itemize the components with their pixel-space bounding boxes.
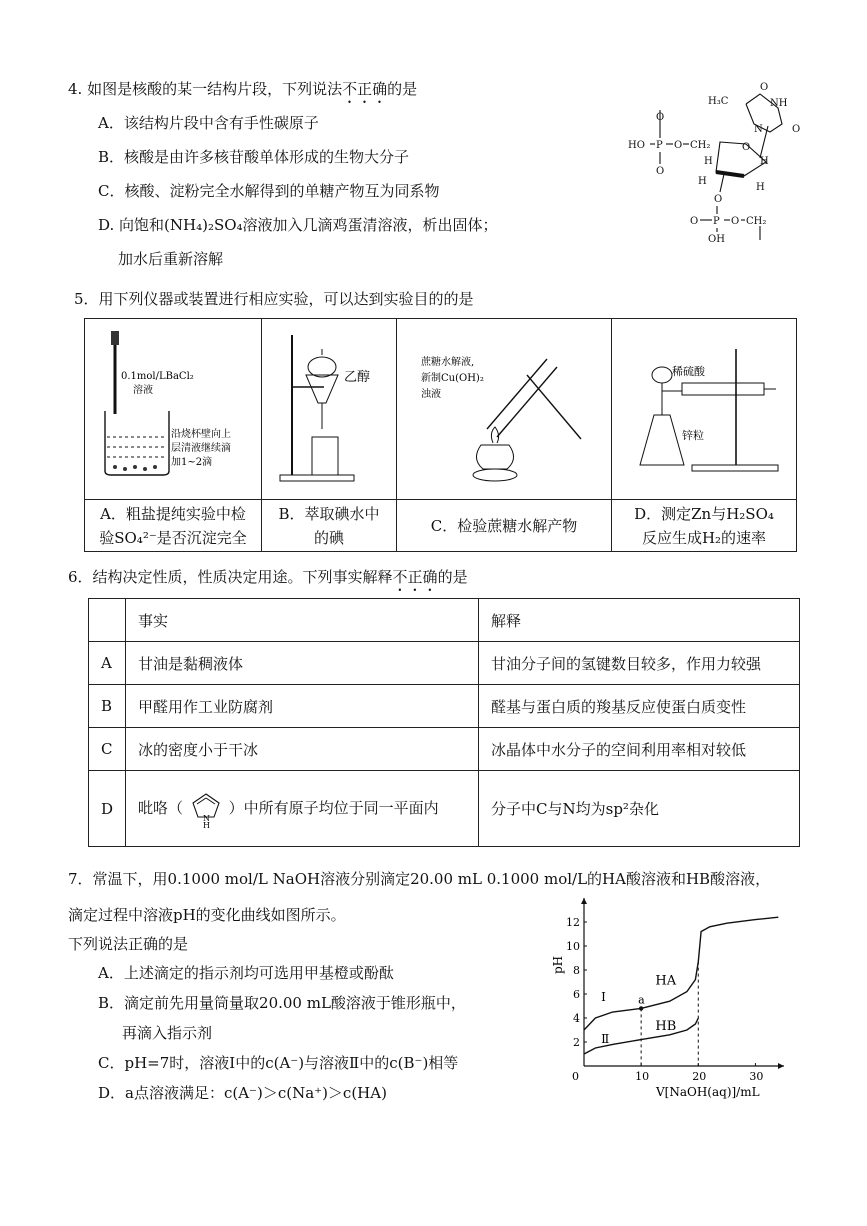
q5-cell-d-image bbox=[612, 319, 797, 500]
bacl2-label: 0.1mol/LBaCl₂ bbox=[121, 371, 194, 382]
q6-table bbox=[88, 598, 800, 847]
svg-text:H: H bbox=[202, 820, 210, 828]
titration-chart bbox=[548, 890, 798, 1100]
o2b-label: O bbox=[731, 216, 740, 227]
pyrrole-structure bbox=[188, 790, 224, 828]
ch2-2-label: CH₂ bbox=[746, 216, 767, 227]
table-row: A 甘油是黏稠液体 甘油分子间的氢键数目较多，作用力较强 bbox=[89, 642, 800, 685]
curve-label-HA: Ⅰ bbox=[601, 990, 606, 1005]
q5-cell-c-image bbox=[397, 319, 612, 500]
ch2-1-label: CH₂ bbox=[690, 140, 711, 151]
y-tick-label: 12 bbox=[566, 916, 580, 929]
o-side-label: O bbox=[656, 112, 665, 123]
cuoh2-label: 新制Cu(OH)₂ bbox=[421, 373, 484, 384]
x-tick-label: 20 bbox=[692, 1070, 707, 1083]
table-header: 事实 解释 bbox=[89, 599, 800, 642]
sulfuric-acid-label: 稀硫酸 bbox=[672, 365, 705, 378]
h-c-label: H bbox=[698, 176, 707, 187]
h-a-label: H bbox=[704, 156, 713, 167]
curve-label-HB: Ⅱ bbox=[601, 1032, 610, 1047]
table-row: B 甲醛用作工业防腐剂 醛基与蛋白质的羧基反应使蛋白质变性 bbox=[89, 685, 800, 728]
point-a bbox=[639, 1006, 643, 1010]
zinc-label: 锌粒 bbox=[682, 429, 704, 442]
y-axis-arrow bbox=[581, 898, 587, 904]
y-tick-label: 8 bbox=[573, 964, 580, 977]
solution-label: 溶液 bbox=[133, 385, 153, 396]
q7-option-c: C．pH=7时，溶液Ⅰ中的c(A⁻)与溶液Ⅱ中的c(B⁻)相等 bbox=[98, 1054, 459, 1072]
table-row: D 吡咯（ N H ）中所有原子均位于同一平面内 分子中C与N均为sp²杂化 bbox=[89, 771, 800, 847]
q4-option-b: B．核酸是由许多核苷酸单体形成的生物大分子 bbox=[98, 148, 410, 166]
q5-apparatus-table bbox=[84, 318, 797, 552]
q7-option-d: D．a点溶液满足：c(A⁻)＞c(Na⁺)＞c(HA) bbox=[98, 1084, 387, 1102]
h-b-label: H bbox=[760, 156, 769, 167]
q5-caption-a: A．粗盐提纯实验中检 验SO₄²⁻是否沉淀完全 bbox=[85, 500, 262, 552]
table-row: C 冰的密度小于干冰 冰晶体中水分子的空间利用率相对较低 bbox=[89, 728, 800, 771]
q4-option-c: C．核酸、淀粉完全水解得到的单糖产物互为同系物 bbox=[98, 182, 440, 200]
q5-caption-b: B．萃取碘水中 的碘 bbox=[262, 500, 397, 552]
y-tick-label: 6 bbox=[573, 988, 580, 1001]
turbid-label: 浊液 bbox=[421, 389, 441, 400]
ho-label: HO bbox=[628, 140, 645, 151]
q5-stem: 5．用下列仪器或装置进行相应实验，可以达到实验目的的是 bbox=[74, 290, 474, 308]
q4-option-d-cont: 加水后重新溶解 bbox=[118, 250, 224, 268]
q6-stem: 6．结构决定性质，性质决定用途。下列事实解释不正确的是 bbox=[68, 568, 468, 586]
nucleotide-structure bbox=[620, 80, 820, 250]
point-a-label: a bbox=[638, 993, 645, 1007]
instr-label-1: 沿烧杯壁向上 bbox=[171, 429, 231, 440]
y-tick-label: 2 bbox=[573, 1036, 580, 1049]
o-right-label: O bbox=[792, 124, 801, 135]
q5-cell-b-image bbox=[262, 319, 397, 500]
q7-stem-3: 下列说法正确的是 bbox=[68, 935, 189, 953]
x-tick-label: 0 bbox=[572, 1070, 579, 1083]
x-tick-label: 10 bbox=[635, 1070, 650, 1083]
series-label-HA: HA bbox=[655, 973, 677, 989]
q5-caption-c: C．检验蔗糖水解产物 bbox=[397, 500, 612, 552]
y-axis-label: pH bbox=[551, 955, 565, 974]
x-tick-label: 30 bbox=[749, 1070, 764, 1083]
y-tick-label: 4 bbox=[573, 1012, 580, 1025]
o2-label: O bbox=[690, 216, 699, 227]
series-line-HA bbox=[584, 917, 778, 1030]
svg-text:N: N bbox=[202, 813, 210, 823]
instr-label-2: 层清液继续滴 bbox=[171, 443, 231, 454]
q7-option-a: A．上述滴定的指示剂均可选用甲基橙或酚酞 bbox=[98, 964, 394, 982]
q7-option-b-cont: 再滴入指示剂 bbox=[122, 1024, 213, 1042]
n-label: N bbox=[754, 124, 763, 135]
o-ring-label: O bbox=[742, 142, 751, 153]
o1-label: O bbox=[674, 140, 683, 151]
x-axis-label: V[NaOH(aq)]/mL bbox=[656, 1085, 760, 1099]
series-label-HB: HB bbox=[655, 1019, 677, 1034]
y-tick-label: 10 bbox=[566, 940, 580, 953]
p1-label: P bbox=[656, 140, 663, 151]
q4-option-a: A．该结构片段中含有手性碳原子 bbox=[98, 114, 319, 132]
hydrolysate-label: 蔗糖水解液, bbox=[421, 357, 475, 368]
p2-label: P bbox=[713, 216, 720, 227]
q7-stem: 7．常温下，用0.1000 mol/L NaOH溶液分别滴定20.00 mL 0.1000 mol/L的HA酸溶液和HB酸溶液， bbox=[68, 870, 771, 888]
x-axis-arrow bbox=[778, 1063, 784, 1069]
oh-label: OH bbox=[708, 234, 725, 245]
o-side-label-2: O bbox=[656, 166, 665, 177]
q7-option-b: B．滴定前先用量筒量取20.00 mL酸溶液于锥形瓶中， bbox=[98, 994, 466, 1012]
o-p2-label: O bbox=[714, 194, 723, 205]
q5-cell-a-image bbox=[85, 319, 262, 500]
ethanol-label: 乙醇 bbox=[344, 370, 371, 385]
q4-stem: 4. 如图是核酸的某一结构片段，下列说法不正确的是 bbox=[68, 80, 418, 98]
q7-stem-2: 滴定过程中溶液pH的变化曲线如图所示。 bbox=[68, 906, 346, 924]
o-top-label: O bbox=[760, 82, 769, 93]
h3c-label: H₃C bbox=[708, 96, 729, 107]
h-d-label: H bbox=[756, 182, 765, 193]
nh-label: NH bbox=[770, 98, 788, 109]
q4-option-d: D. 向饱和(NH₄)₂SO₄溶液加入几滴鸡蛋清溶液，析出固体； bbox=[98, 216, 498, 234]
q5-caption-d: D．测定Zn与H₂SO₄ 反应生成H₂的速率 bbox=[612, 500, 797, 552]
instr-label-3: 加1~2滴 bbox=[171, 457, 213, 468]
